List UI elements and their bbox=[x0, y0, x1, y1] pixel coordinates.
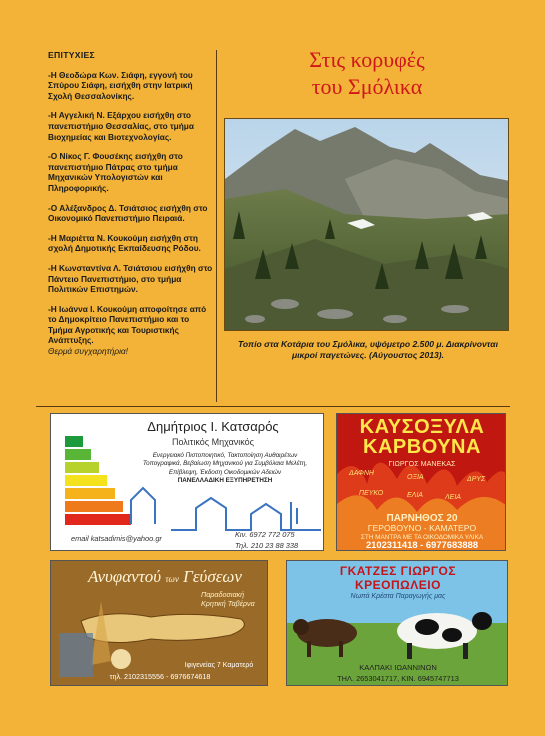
energy-bar bbox=[65, 488, 115, 499]
achievement-item: -Η Αγγελική Ν. Εξάρχου εισήχθη στο πανεπιστήμιο Θεσσαλίας, στο τμήμα Βιοχημείας και Βιοτεχνολογίας. bbox=[48, 110, 194, 142]
wood-type: ΛΕΙΑ bbox=[445, 494, 461, 501]
engineer-name: Δημήτριος Ι. Κατσαρός bbox=[147, 419, 279, 434]
butcher-phones: ΤΗΛ. 2653041717, ΚΙΝ. 6945747713 bbox=[337, 674, 459, 683]
mountain-photo bbox=[224, 118, 509, 331]
butcher-owner: ΓΚΑΤΖΕΣ ΓΙΩΡΓΟΣ bbox=[339, 564, 457, 578]
tavern-address: Ιφιγενείας 7 Καματερό bbox=[184, 662, 254, 669]
article-title-line2: του Σμόλικα bbox=[311, 74, 423, 99]
energy-bar bbox=[65, 475, 107, 486]
wood-type: ΠΕΥΚΟ bbox=[359, 490, 384, 497]
achievement-item: -Ο Αλέξανδρος Δ. Τσιάτσιος εισήχθη στο Οικονομικό Πανεπιστήμιο Πειραιά. bbox=[48, 202, 208, 224]
photo-caption: Τοπίο στα Κοτάρια του Σμόλικα, υψόμετρο 2.500 μ. Διακρίνονται μικροί παγετώνες. (Αύγουστος 2013). bbox=[237, 339, 499, 360]
column-divider bbox=[216, 50, 217, 402]
engineer-mobile: Κιν. 6972 772 075 bbox=[235, 530, 295, 539]
energy-bar bbox=[65, 449, 91, 460]
tavern-name bbox=[61, 567, 268, 587]
wood-type: ΟΞΙΑ bbox=[407, 474, 424, 481]
engineer-role: Πολιτικός Μηχανικός bbox=[171, 437, 255, 447]
article-title bbox=[232, 46, 502, 100]
firewood-owner: ΓΙΩΡΓΟΣ ΜΑΝΕΚΑΣ bbox=[388, 459, 456, 468]
achievements-heading: ΕΠΙΤΥΧΙΕΣ bbox=[48, 50, 96, 60]
achievement-item: -Η Ιωάννα Ι. Κουκούμη αποφοίτησε από το Δημοκρίτειο Πανεπιστήμιο και το Τμήμα Αγροτικής και Τουριστικής Ανάπτυξης. bbox=[48, 303, 207, 346]
wood-type: ΔΡΥΣ bbox=[467, 476, 486, 483]
tavern-name-a: Ανυφαντού bbox=[88, 567, 162, 586]
services-text: Ενεργειακό Πιστοποιητικό, Τακτοποίηση Αυθαιρέτων Τοπογραφικά, Βεβαίωση Μηχανικού για Συμβόλαια Μελέτη, Επίβλεψη, Έκδοση Οικοδομικών Αδειών bbox=[142, 452, 308, 476]
achievements-column bbox=[48, 50, 213, 366]
achievement-item: -Η Κωνσταντίνα Λ. Τσιάτσιου εισήχθη στο Πάντειο Πανεπιστήμιο, στο τμήμα Πολιτικών Επιστημών. bbox=[48, 262, 213, 295]
tavern-sub1: Παραδοσιακή bbox=[201, 590, 245, 599]
energy-bar bbox=[65, 501, 123, 512]
firewood-phones: 2102311418 - 6977683888 bbox=[365, 539, 479, 550]
tavern-name-b: Γεύσεων bbox=[183, 567, 242, 586]
address-area: ΓΕΡΟΒΟΥΝΟ - ΚΑΜΑΤΕΡΟ bbox=[367, 522, 477, 533]
charcoal-title: ΚΑΡΒΟΥΝΑ bbox=[363, 436, 481, 458]
energy-bar bbox=[65, 462, 99, 473]
butcher-shop: ΚΡΕΟΠΩΛΕΙΟ bbox=[355, 578, 441, 592]
article-title-line1: Στις κορυφές bbox=[309, 47, 425, 72]
tavern-sub2: Κρητική Ταβέρνα bbox=[201, 599, 255, 608]
energy-bar bbox=[65, 436, 83, 447]
engineer-email: email katsadimis@yahoo.gr bbox=[71, 534, 162, 543]
achievement-item: -Η Θεοδώρα Κων. Σιάφη, εγγονή του Σπύρου Σιάφη, εισήχθη στην Ιατρική Σχολή Θεσσαλονίκης. bbox=[48, 69, 193, 101]
coverage-text: ΠΑΝΕΛΛΑΔΙΚΗ ΕΞΥΠΗΡΕΤΗΣΗ bbox=[177, 477, 273, 485]
congratulations-text: Θερμά συγχαρητήρια! bbox=[48, 346, 128, 357]
ad-firewood bbox=[336, 413, 506, 551]
achievement-item: -Ο Νίκος Γ. Φουσέκης εισήχθη στο πανεπιστήμιο Πάτρας στο τμήμα Μηχανικών Υπολογιστών και Πληροφορικής. bbox=[48, 151, 183, 193]
address-street: ΠΑΡΝΗΘΟΣ 20 bbox=[386, 513, 458, 524]
butcher-tagline: Νωπά Κρέατα Παραγωγής μας bbox=[350, 593, 446, 600]
ad-tavern bbox=[50, 560, 268, 686]
address-note: ΣΤΗ ΜΑΝΤΡΑ ΜΕ ΤΑ ΟΙΚΟΔΟΜΙΚΑ ΥΛΙΚΑ bbox=[360, 534, 484, 541]
engineer-services bbox=[135, 452, 315, 486]
energy-bar bbox=[65, 514, 131, 525]
achievement-item: -Η Μαριέττα Ν. Κουκούμη εισήχθη στη σχολή Δημοτικής Εκπαίδευσης Ρόδου. bbox=[48, 232, 201, 254]
butcher-location: ΚΑΛΠΑΚΙ ΙΩΑΝΝΙΝΩΝ bbox=[359, 663, 437, 672]
tavern-phones: τηλ. 2102315556 - 6976674618 bbox=[109, 672, 211, 681]
firewood-title: ΚΑΥΣΟΞΥΛΑ bbox=[359, 416, 485, 438]
ad-butcher bbox=[286, 560, 508, 686]
ad-civil-engineer bbox=[50, 413, 324, 551]
tavern-name-small: των bbox=[165, 574, 179, 584]
building-outline-graphic bbox=[171, 494, 321, 534]
wood-type: ΔΑΦΝΗ bbox=[349, 470, 374, 477]
wood-type: ΕΛΙΑ bbox=[407, 492, 423, 499]
section-divider bbox=[36, 406, 510, 407]
engineer-phone: Τηλ. 210 23 88 338 bbox=[235, 541, 299, 550]
